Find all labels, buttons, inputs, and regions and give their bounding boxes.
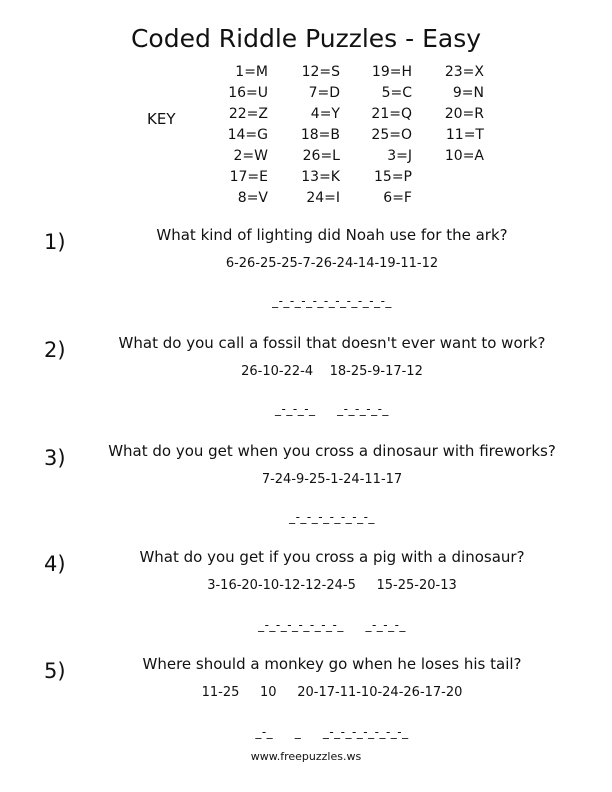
key-entry: 21=Q <box>371 106 412 122</box>
question-code: 3-16-20-10-12-12-24-5 15-25-20-13 <box>207 578 457 593</box>
key-entry: 24=I <box>306 190 340 206</box>
key-column <box>222 62 268 209</box>
key-entry: 17=E <box>229 169 268 185</box>
answer-blanks: _-_-_-_ _-_-_-_-_ <box>275 402 389 416</box>
page-title: Coded Riddle Puzzles - Easy <box>130 24 482 53</box>
answer-blanks: _-_ _ _-_-_-_-_-_-_-_ <box>255 725 409 739</box>
key-label: KEY <box>147 110 176 128</box>
key-entry: 12=S <box>301 64 340 80</box>
key-entry: 4=Y <box>310 106 340 122</box>
key-column <box>294 62 340 209</box>
question-text: Where should a monkey go when he loses his tail? <box>142 655 522 673</box>
question-number: 3) <box>44 446 66 470</box>
key-entry: 3=J <box>387 148 412 164</box>
key-entry: 8=V <box>237 190 268 206</box>
key-column <box>366 62 412 209</box>
key-entry: 18=B <box>300 127 340 143</box>
key-entry: 11=T <box>445 127 484 143</box>
question-code: 6-26-25-25-7-26-24-14-19-11-12 <box>225 256 439 271</box>
key-entry: 9=N <box>452 85 484 101</box>
question-number: 5) <box>44 659 66 683</box>
key-entry: 7=D <box>308 85 340 101</box>
question-code: 26-10-22-4 18-25-9-17-12 <box>241 364 423 379</box>
key-column <box>436 62 484 167</box>
key-entry: 2=W <box>233 148 268 164</box>
key-entry: 5=C <box>381 85 412 101</box>
question-number: 1) <box>44 230 66 254</box>
key-entry: 20=R <box>444 106 484 122</box>
key-entry: 10=A <box>444 148 484 164</box>
question-text: What do you call a fossil that doesn't ever want to work? <box>118 334 546 352</box>
key-entry: 13=K <box>301 169 340 185</box>
question-code: 7-24-9-25-1-24-11-17 <box>261 472 403 487</box>
question-text: What do you get when you cross a dinosaur with fireworks? <box>108 442 556 460</box>
key-entry: 19=H <box>371 64 412 80</box>
answer-blanks: _-_-_-_-_-_-_-_-_-_-_ <box>272 294 392 308</box>
footer-website: www.freepuzzles.ws <box>250 750 362 763</box>
question-number: 2) <box>44 338 66 362</box>
answer-blanks: _-_-_-_-_-_-_-_ _-_-_-_ <box>258 618 406 632</box>
key-entry: 6=F <box>383 190 412 206</box>
key-entry: 16=U <box>228 85 268 101</box>
key-entry: 26=L <box>302 148 340 164</box>
key-entry: 23=X <box>444 64 484 80</box>
key-entry: 1=M <box>235 64 268 80</box>
answer-blanks: _-_-_-_-_-_-_-_ <box>289 510 375 524</box>
question-number: 4) <box>44 552 66 576</box>
key-entry: 15=P <box>374 169 412 185</box>
question-code: 11-25 10 20-17-11-10-24-26-17-20 <box>201 685 463 700</box>
key-entry: 25=O <box>371 127 412 143</box>
key-entry: 14=G <box>227 127 268 143</box>
question-text: What kind of lighting did Noah use for the ark? <box>156 226 508 244</box>
question-text: What do you get if you cross a pig with a dinosaur? <box>139 548 525 566</box>
key-entry: 22=Z <box>228 106 268 122</box>
